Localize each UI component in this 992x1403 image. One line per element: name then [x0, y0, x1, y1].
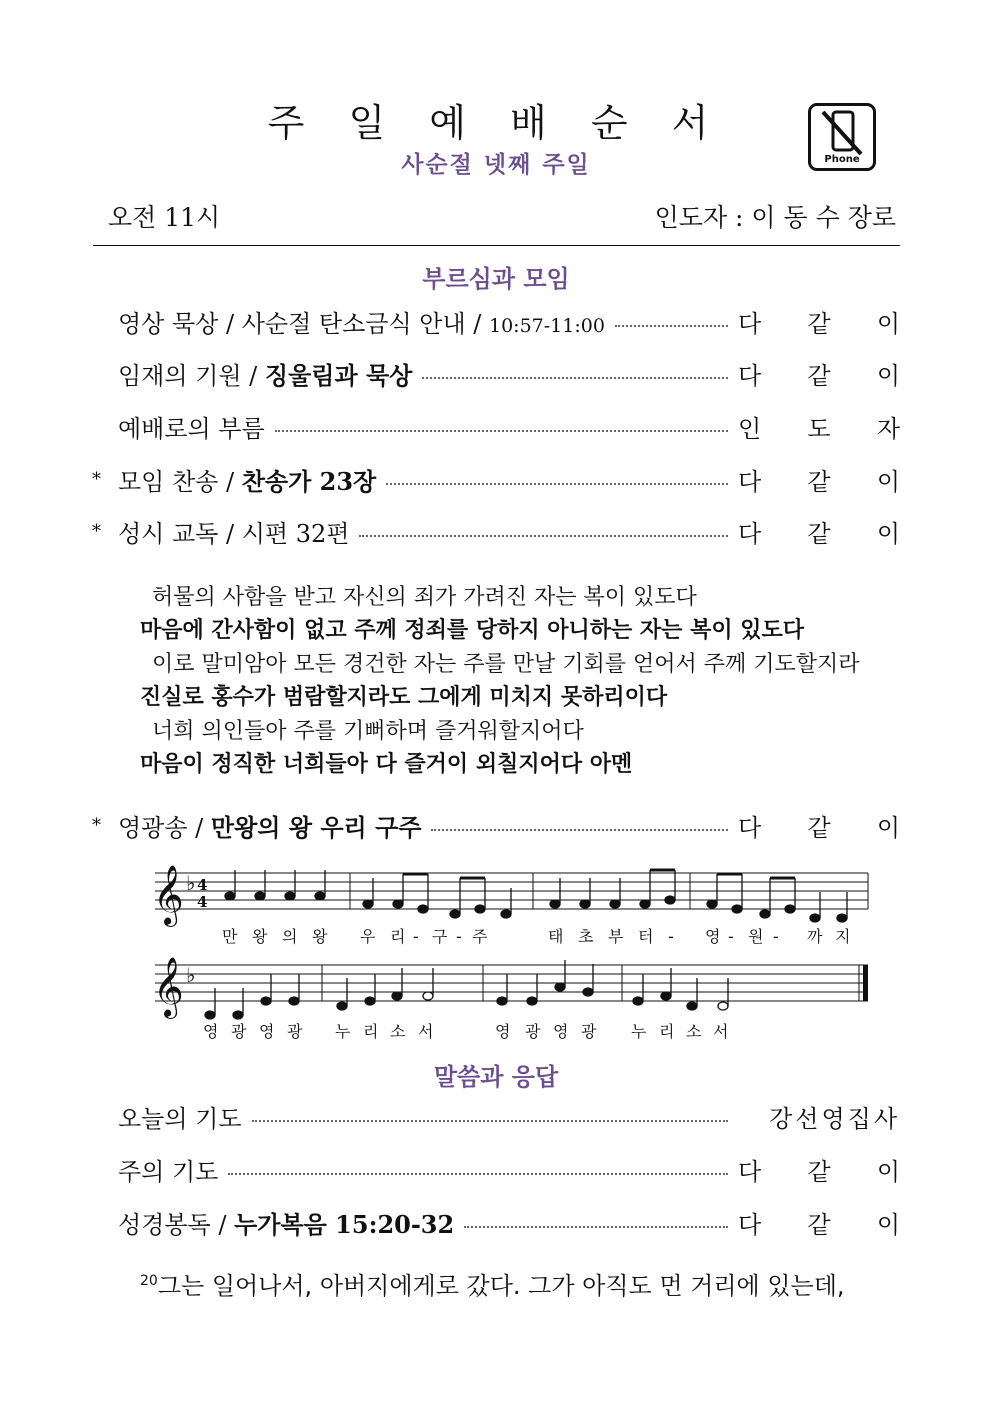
lyric-syllable: 부 — [608, 927, 624, 946]
item-label-text: 영상 묵상 / 사순절 탄소금식 안내 / — [118, 309, 482, 338]
lyric-syllable: 영 — [553, 1022, 569, 1041]
lyric-syllable: 리 — [390, 927, 406, 946]
lyric-syllable: 광 — [231, 1022, 247, 1041]
who-char: 같 — [807, 1157, 831, 1186]
section-gathering-title: 부르심과 모임 — [422, 265, 570, 293]
lyric-syllable: 구 — [432, 927, 448, 946]
lyric-syllable: 광 — [525, 1022, 541, 1041]
lyric-syllable: - — [773, 927, 779, 946]
psalm-leader-line: 이로 말미암아 모든 경건한 자는 주를 만날 기회를 얻어서 주께 기도할지라 — [152, 652, 860, 677]
lyric-syllable: 리 — [659, 1022, 675, 1041]
page-subtitle: 사순절 넷째 주일 — [401, 152, 591, 178]
verse-number: 20 — [140, 1273, 158, 1289]
leader-dots — [431, 829, 728, 831]
lyric-syllable: 누 — [631, 1022, 647, 1041]
item-label-text: 예배로의 부름 — [118, 414, 265, 443]
psalm-leader-line: 허물의 사함을 받고 자신의 죄가 가려진 자는 복이 있도다 — [152, 585, 697, 610]
order-item — [92, 1098, 900, 1134]
item-bold: 만왕의 왕 우리 구주 — [210, 812, 422, 842]
leader-dots — [359, 535, 728, 537]
lyric-syllable: - — [668, 927, 674, 946]
leader-dots — [464, 1226, 728, 1228]
psalm-leader-line: 너희 의인들아 주를 기뻐하며 즐거워할지어다 — [152, 719, 584, 744]
item-label — [118, 409, 265, 444]
lyric-syllable: 터 — [638, 927, 654, 946]
lyric-syllable: 태 — [548, 927, 564, 946]
item-label — [118, 1205, 454, 1240]
order-item — [92, 1204, 900, 1240]
leader-dots — [386, 483, 728, 485]
item-label-text: 주의 기도 — [118, 1157, 219, 1186]
lyric-syllable: 광 — [581, 1022, 597, 1041]
item-who: 강선영집사 — [769, 1104, 900, 1133]
who-char: 다 — [738, 467, 762, 496]
who-char: 다 — [738, 309, 762, 338]
item-label-text: 영광송 / — [118, 813, 204, 842]
order-item — [92, 461, 900, 497]
svg-text:♭: ♭ — [186, 871, 196, 895]
svg-text:𝄞: 𝄞 — [153, 865, 184, 925]
lyric-syllable: 초 — [578, 927, 594, 946]
item-who — [738, 514, 900, 549]
svg-text:𝄞: 𝄞 — [153, 957, 184, 1017]
who-char: 같 — [807, 1210, 831, 1239]
lyric-syllable: 주 — [472, 927, 488, 946]
who-char: 도 — [807, 414, 831, 443]
lyric-syllable: 왕 — [252, 927, 268, 946]
lyric-syllable: 왕 — [312, 927, 328, 946]
item-label-text: 성시 교독 / 시편 32편 — [118, 519, 350, 548]
item-star: * — [92, 520, 101, 542]
section-word-title: 말씀과 응답 — [433, 1063, 559, 1091]
who-char: 다 — [738, 813, 762, 842]
lyric-syllable: 영 — [203, 1022, 219, 1041]
lyric-syllable: 누 — [335, 1022, 351, 1041]
lyric-syllable: - — [456, 927, 462, 946]
order-item — [92, 807, 900, 843]
lyric-syllable: 영 — [705, 927, 721, 946]
lyric-syllable: - — [413, 927, 419, 946]
leader-dots — [275, 430, 728, 432]
lyric-syllable: 소 — [390, 1022, 406, 1041]
item-label — [118, 304, 605, 339]
item-label — [118, 356, 412, 391]
time-signature-bottom: 4 — [197, 893, 208, 911]
item-who — [738, 462, 900, 497]
item-label-text: 임재의 기원 / — [118, 361, 258, 390]
who-char: 이 — [876, 1210, 900, 1239]
item-who — [738, 304, 900, 339]
order-item — [92, 513, 900, 549]
who-char: 다 — [738, 1210, 762, 1239]
item-label-text: 오늘의 기도 — [118, 1104, 242, 1133]
lyric-syllable: 리 — [363, 1022, 379, 1041]
item-who — [738, 808, 900, 843]
item-who — [738, 1205, 900, 1240]
phone-label: Phone — [824, 154, 860, 165]
who-char: 같 — [807, 519, 831, 548]
leader-dots — [422, 377, 728, 379]
item-bold: 찬송가 23장 — [241, 466, 377, 496]
lyric-syllable: 의 — [282, 927, 298, 946]
lyric-syllable: 소 — [686, 1022, 702, 1041]
service-time: 오전 11시 — [108, 203, 221, 232]
leader-dots — [252, 1120, 728, 1122]
item-label — [118, 462, 376, 497]
item-who — [738, 409, 900, 444]
lyric-syllable: - — [728, 927, 734, 946]
item-label — [118, 514, 349, 549]
who-char: 이 — [876, 467, 900, 496]
lyric-syllable: 영 — [495, 1022, 511, 1041]
who-char: 이 — [876, 361, 900, 390]
item-label — [118, 808, 421, 843]
who-char: 이 — [876, 1157, 900, 1186]
lyric-syllable: 원 — [748, 927, 764, 946]
order-item — [92, 303, 900, 339]
psalm-people-line: 진실로 홍수가 범람할지라도 그에게 미치지 못하리이다 — [140, 685, 668, 710]
order-item — [92, 355, 900, 391]
item-label — [118, 1099, 242, 1134]
leader-dots — [615, 325, 728, 327]
item-star: * — [92, 468, 101, 490]
item-label-text: 성경봉독 / — [118, 1210, 227, 1239]
item-who — [738, 356, 900, 391]
who-char: 같 — [807, 813, 831, 842]
lyric-syllable: 광 — [287, 1022, 303, 1041]
lyric-syllable: 까 — [807, 927, 823, 946]
lyric-syllable: 만 — [222, 927, 238, 946]
leader-dots — [228, 1173, 728, 1175]
psalm-people-line: 마음이 정직한 너희들아 다 즐거이 외칠지어다 아멘 — [140, 752, 633, 777]
lyrics-line-1 — [222, 927, 850, 946]
order-item — [92, 1151, 900, 1187]
who-char: 다 — [738, 519, 762, 548]
who-char: 이 — [876, 519, 900, 548]
time-signature-top: 4 — [197, 876, 208, 894]
who-char: 이 — [876, 813, 900, 842]
svg-text:♭: ♭ — [186, 963, 196, 987]
item-bold: 누가복음 15:20-32 — [234, 1209, 455, 1239]
order-item — [92, 408, 900, 444]
item-label — [118, 1152, 218, 1187]
who-char: 같 — [807, 467, 831, 496]
lyric-syllable: 영 — [259, 1022, 275, 1041]
lyric-syllable: 지 — [835, 927, 851, 946]
lyrics-line-2 — [203, 1022, 728, 1041]
item-bold: 징울림과 묵상 — [264, 360, 413, 390]
who-char: 같 — [807, 361, 831, 390]
who-char: 이 — [876, 309, 900, 338]
phone-glyph-icon — [811, 108, 873, 160]
header-divider — [93, 245, 900, 246]
item-extra: 10:57-11:00 — [488, 314, 605, 337]
service-leader: 인도자 : 이 동 수 장로 — [654, 203, 896, 232]
lyric-syllable: 서 — [418, 1022, 434, 1041]
psalm-people-line: 마음에 간사함이 없고 주께 정죄를 당하지 아니하는 자는 복이 있도다 — [140, 618, 804, 643]
who-char: 자 — [876, 414, 900, 443]
lyric-syllable: 서 — [713, 1022, 729, 1041]
sheet-music — [150, 860, 870, 1045]
scripture-verse — [140, 1266, 845, 1301]
who-char: 인 — [738, 414, 762, 443]
page-title: 주 일 예 배 순 서 — [267, 101, 725, 145]
item-who — [738, 1152, 900, 1187]
item-label-text: 모임 찬송 / — [118, 467, 235, 496]
lyric-syllable: 우 — [360, 927, 376, 946]
who-char: 같 — [807, 309, 831, 338]
verse-text: 그는 일어나서, 아버지에게로 갔다. 그가 아직도 먼 거리에 있는데, — [157, 1272, 845, 1300]
item-star: * — [92, 814, 101, 836]
who-char: 다 — [738, 361, 762, 390]
no-phone-icon — [808, 103, 876, 171]
who-char: 다 — [738, 1157, 762, 1186]
